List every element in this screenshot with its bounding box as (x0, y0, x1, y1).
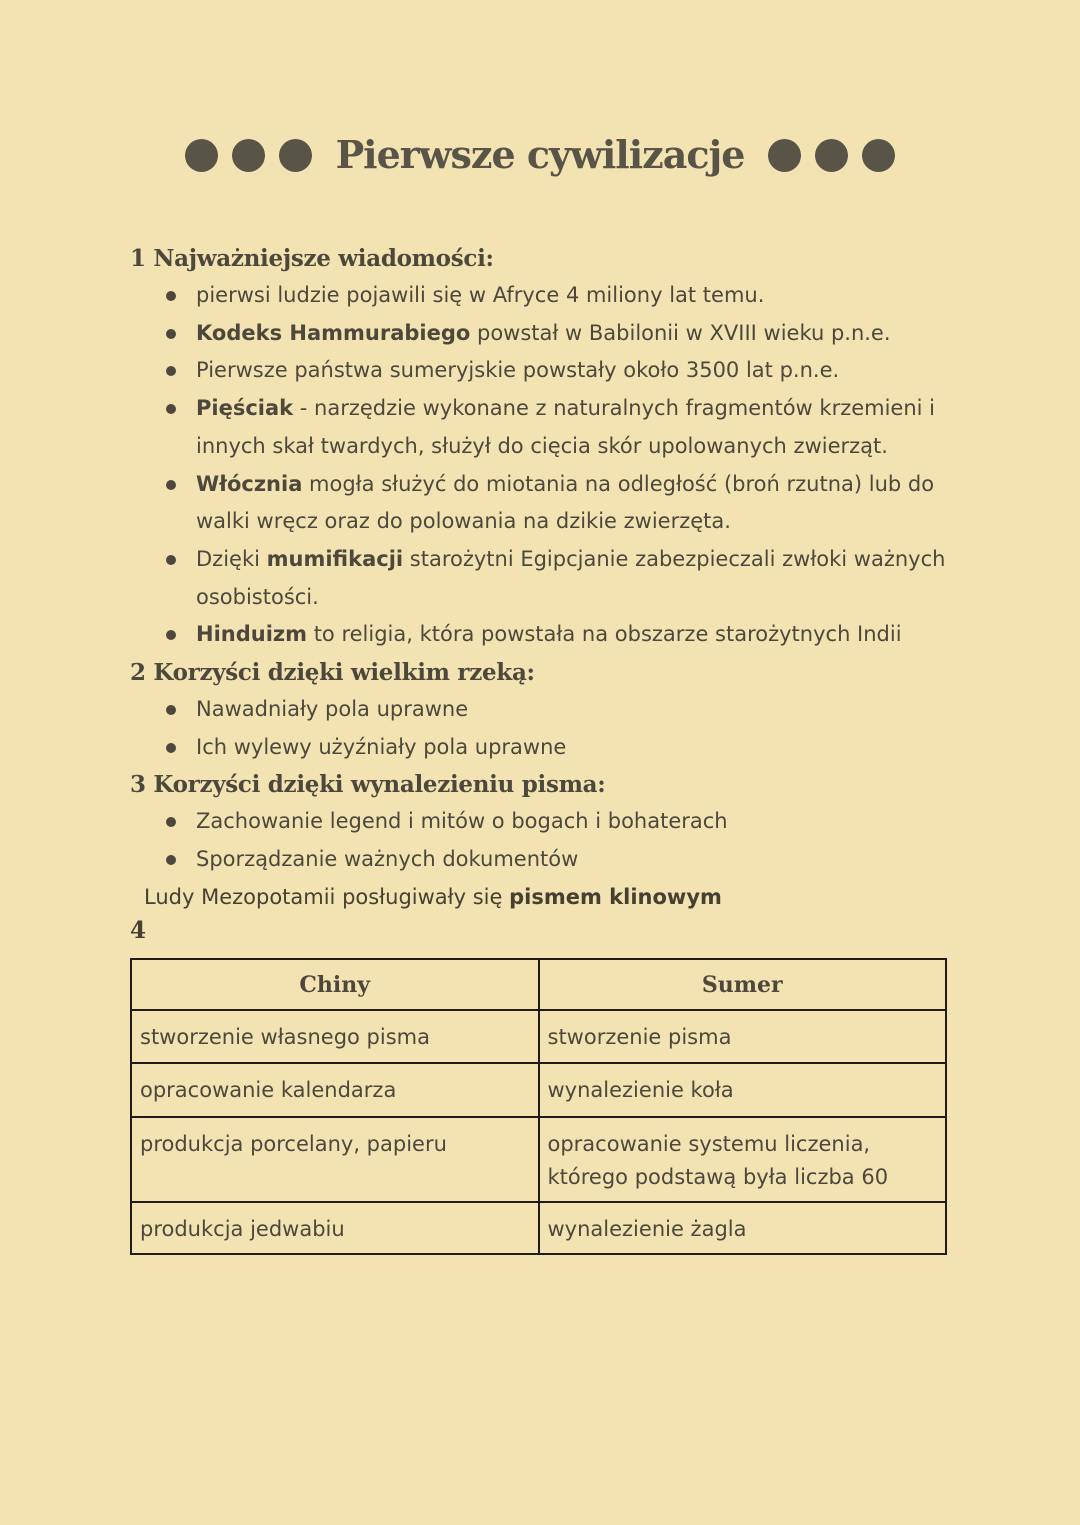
table-cell: wynalezienie koła (539, 1063, 947, 1117)
table-cell: stworzenie własnego pisma (131, 1010, 539, 1063)
table-cell: opracowanie systemu liczenia, którego podstawą była liczba 60 (539, 1117, 947, 1202)
list-item: Ich wylewy użyźniały pola uprawne (196, 729, 960, 767)
column-header: Chiny (131, 959, 539, 1010)
bullet-dot-icon (768, 139, 801, 172)
table-row (131, 1202, 946, 1254)
title-text: Pierwsze cywilizacje (335, 132, 745, 177)
page-title (0, 128, 1080, 182)
bullet-dot-icon (862, 139, 895, 172)
bullet-dot-icon (185, 139, 218, 172)
list-item: Nawadniały pola uprawne (196, 691, 960, 729)
column-header: Sumer (539, 959, 947, 1010)
writing-note: Ludy Mezopotamii posługiwały się pismem klinowym (144, 884, 722, 909)
notes-content (130, 240, 960, 946)
list-item: Pięściak - narzędzie wykonane z naturalnych fragmentów krzemieni i innych skał twardych, służył do cięcia skór upolowanych zwierząt. (196, 390, 960, 465)
list-item: Hinduizm to religia, która powstała na obszarze starożytnych Indii (196, 616, 960, 654)
list-item: Włócznia mogła służyć do miotania na odległość (broń rzutna) lub do walki wręcz oraz do polowania na dzikie zwierzęta. (196, 466, 960, 541)
section-3-list (130, 803, 960, 878)
list-item: Dzięki mumifikacji starożytni Egipcjanie zabezpieczali zwłoki ważnych osobistości. (196, 541, 960, 616)
section-4-number: 4 (130, 916, 147, 944)
section-2-list (130, 691, 960, 766)
section-3-heading: 3 Korzyści dzięki wynalezieniu pisma: (130, 771, 606, 799)
list-item: Zachowanie legend i mitów o bogach i bohaterach (196, 803, 960, 841)
table-row (131, 1117, 946, 1202)
comparison-table (130, 958, 947, 1255)
list-item: pierwsi ludzie pojawili się w Afryce 4 miliony lat temu. (196, 277, 960, 315)
table-row (131, 1010, 946, 1063)
table-cell: stworzenie pisma (539, 1010, 947, 1063)
table-cell: opracowanie kalendarza (131, 1063, 539, 1117)
table-header-row (131, 959, 946, 1010)
list-item: Kodeks Hammurabiego powstał w Babilonii w XVIII wieku p.n.e. (196, 315, 960, 353)
bullet-dot-icon (232, 139, 265, 172)
section-2-heading: 2 Korzyści dzięki wielkim rzeką: (130, 659, 535, 687)
table-cell: wynalezienie żagla (539, 1202, 947, 1254)
bullet-dot-icon (279, 139, 312, 172)
table-cell: produkcja jedwabiu (131, 1202, 539, 1254)
table-cell: produkcja porcelany, papieru (131, 1117, 539, 1202)
section-1-list (130, 277, 960, 654)
bullet-dot-icon (815, 139, 848, 172)
table-row (131, 1063, 946, 1117)
list-item: Sporządzanie ważnych dokumentów (196, 841, 960, 879)
section-1-heading: 1 Najważniejsze wiadomości: (130, 245, 494, 272)
list-item: Pierwsze państwa sumeryjskie powstały około 3500 lat p.n.e. (196, 352, 960, 390)
